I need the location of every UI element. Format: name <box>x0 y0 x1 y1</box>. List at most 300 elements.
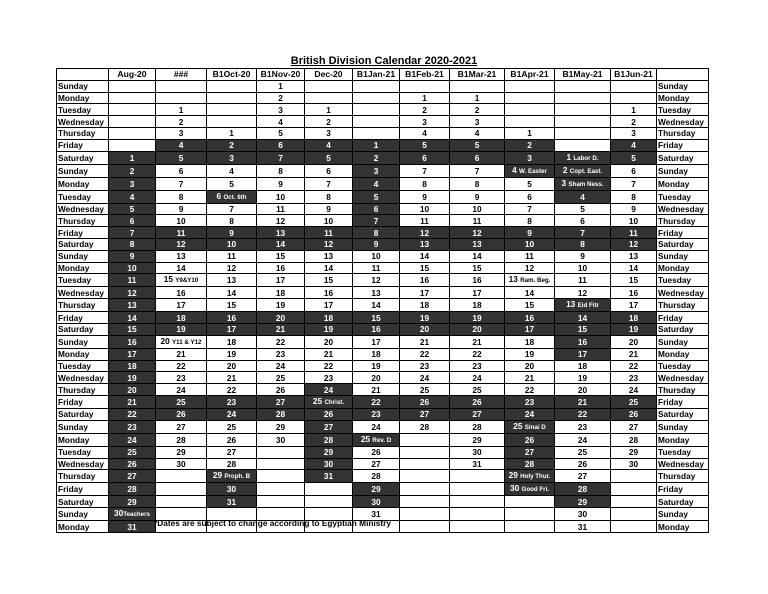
day-cell: 3 <box>400 116 450 128</box>
holiday-cell: 7 <box>257 151 305 164</box>
holiday-cell: 12 <box>450 227 505 239</box>
day-label-left: Sunday <box>57 420 109 433</box>
day-label-right: Sunday <box>657 80 709 92</box>
day-cell: 16 <box>611 287 657 299</box>
header-row <box>57 69 709 81</box>
day-cell: 15 <box>257 250 305 262</box>
day-cell <box>611 470 657 483</box>
day-label-left: Sunday <box>57 250 109 262</box>
day-label-right: Saturday <box>657 151 709 164</box>
day-cell: 17 <box>305 299 353 312</box>
holiday-cell: 29 <box>555 496 611 508</box>
table-row <box>57 151 709 164</box>
day-cell: 22 <box>505 384 555 396</box>
day-cell: 7 <box>505 203 555 215</box>
day-cell: 17 <box>611 299 657 312</box>
day-cell: 22 <box>305 360 353 372</box>
day-cell <box>505 496 555 508</box>
table-row <box>57 287 709 299</box>
day-cell: 11 <box>400 215 450 227</box>
holiday-cell: 26 <box>505 433 555 446</box>
day-label-left: Tuesday <box>57 190 109 203</box>
day-cell: 10 <box>400 203 450 215</box>
day-cell <box>400 458 450 470</box>
day-cell <box>400 80 450 92</box>
table-row <box>57 372 709 384</box>
cell-annotation: Rev. D <box>372 436 392 444</box>
day-cell: 16 <box>305 287 353 299</box>
day-cell: 15 <box>305 274 353 287</box>
table-row <box>57 203 709 215</box>
holiday-cell: 6 <box>450 151 505 164</box>
day-cell: 31 <box>555 521 611 533</box>
table-row <box>57 299 709 312</box>
day-cell: 28 <box>450 420 505 433</box>
day-cell: 17 <box>156 299 207 312</box>
day-cell: 1 <box>257 80 305 92</box>
holiday-cell: 7 <box>555 227 611 239</box>
day-cell: 16 <box>156 287 207 299</box>
day-cell <box>305 80 353 92</box>
day-cell: 22 <box>611 360 657 372</box>
holiday-cell: 20 <box>257 312 305 324</box>
day-cell <box>400 496 450 508</box>
table-row <box>57 433 709 446</box>
day-cell: 22 <box>156 360 207 372</box>
cell-annotation: Good Fri. <box>521 486 550 494</box>
column-header: ### <box>156 69 207 81</box>
holiday-cell: 21 <box>109 395 156 408</box>
column-header: B1Mar-21 <box>450 69 505 81</box>
holiday-cell: 13 <box>400 238 450 250</box>
header-blank-left <box>57 69 109 81</box>
holiday-cell: 3 <box>505 151 555 164</box>
day-cell: 11 <box>450 215 505 227</box>
holiday-cell: 29 Proph. B <box>207 470 257 483</box>
holiday-cell: 1 <box>109 151 156 164</box>
day-cell: 11 <box>505 250 555 262</box>
day-cell: 26 <box>555 458 611 470</box>
holiday-cell: 28 <box>305 433 353 446</box>
day-cell: 14 <box>505 287 555 299</box>
day-cell: 3 <box>305 127 353 139</box>
day-cell: 11 <box>555 274 611 287</box>
cell-annotation: Y9&Y10 <box>175 277 199 285</box>
day-cell: 14 <box>353 299 400 312</box>
day-cell: 14 <box>400 250 450 262</box>
cell-annotation: Y11 & Y12 <box>172 338 202 346</box>
column-header: B1Jan-21 <box>353 69 400 81</box>
day-cell: 9 <box>555 250 611 262</box>
holiday-cell: 26 <box>109 458 156 470</box>
day-cell: 1 <box>305 104 353 116</box>
day-cell: 24 <box>555 433 611 446</box>
day-cell <box>555 127 611 139</box>
holiday-cell: 28 <box>257 408 305 420</box>
day-cell <box>611 80 657 92</box>
day-cell: 24 <box>400 372 450 384</box>
holiday-cell: 19 <box>611 323 657 335</box>
day-cell: 5 <box>207 177 257 190</box>
day-cell: 9 <box>450 190 505 203</box>
day-label-right: Sunday <box>657 420 709 433</box>
holiday-cell: 16 <box>505 312 555 324</box>
day-cell: 1 <box>207 127 257 139</box>
footnote: *Dates are subject to change according to Egyptian Ministry <box>154 518 391 528</box>
day-cell: 11 <box>353 262 400 274</box>
day-label-right: Tuesday <box>657 274 709 287</box>
day-cell <box>305 483 353 496</box>
day-cell <box>611 508 657 521</box>
day-cell: 5 <box>555 203 611 215</box>
day-cell: 13 <box>156 250 207 262</box>
day-label-right: Friday <box>657 395 709 408</box>
column-header: B1Apr-21 <box>505 69 555 81</box>
day-cell: 17 <box>257 274 305 287</box>
day-label-left: Saturday <box>57 151 109 164</box>
day-cell: 8 <box>400 177 450 190</box>
table-row <box>57 496 709 508</box>
day-cell: 18 <box>555 360 611 372</box>
holiday-cell: 4 <box>305 139 353 151</box>
day-cell: 2 <box>305 116 353 128</box>
day-cell <box>400 508 450 521</box>
table-row <box>57 408 709 420</box>
day-cell: 8 <box>257 164 305 177</box>
column-header: Aug-20 <box>109 69 156 81</box>
day-label-right: Thursday <box>657 299 709 312</box>
day-cell <box>156 80 207 92</box>
day-cell: 16 <box>400 274 450 287</box>
holiday-cell: 4 <box>156 139 207 151</box>
holiday-cell: 19 <box>156 323 207 335</box>
day-cell <box>400 433 450 446</box>
holiday-cell: 16 <box>353 323 400 335</box>
day-cell: 4 <box>207 164 257 177</box>
holiday-cell: 26 <box>400 395 450 408</box>
holiday-cell: 13 Eid Fitr <box>555 299 611 312</box>
holiday-cell: 12 <box>156 238 207 250</box>
day-cell <box>257 496 305 508</box>
day-cell: 20 <box>353 372 400 384</box>
day-cell <box>156 92 207 104</box>
table-row <box>57 323 709 335</box>
day-cell: 5 <box>257 127 305 139</box>
column-header: B1Jun-21 <box>611 69 657 81</box>
day-cell: 4 <box>400 127 450 139</box>
holiday-cell: 3 <box>207 151 257 164</box>
table-row <box>57 395 709 408</box>
cell-annotation: Proph. B <box>224 473 251 481</box>
day-cell: 29 <box>611 446 657 458</box>
day-cell <box>109 104 156 116</box>
holiday-cell: 27 <box>257 395 305 408</box>
holiday-cell: 23 <box>505 395 555 408</box>
holiday-cell: 6 <box>109 215 156 227</box>
holiday-cell: 19 <box>450 312 505 324</box>
day-cell: 8 <box>305 190 353 203</box>
holiday-cell: 14 <box>555 312 611 324</box>
holiday-cell: 21 <box>257 323 305 335</box>
day-cell <box>450 483 505 496</box>
table-row <box>57 483 709 496</box>
day-cell: 28 <box>156 433 207 446</box>
day-cell: 3 <box>257 104 305 116</box>
holiday-cell: 4 W. Easter <box>505 164 555 177</box>
holiday-cell: 6 Oct. 6th <box>207 190 257 203</box>
page-title: British Division Calendar 2020-2021 <box>290 55 478 67</box>
day-cell: 21 <box>450 335 505 348</box>
holiday-cell: 19 <box>109 372 156 384</box>
day-cell: 20 Y11 & Y12 <box>156 335 207 348</box>
day-cell: 16 <box>257 262 305 274</box>
day-cell: 2 <box>400 104 450 116</box>
day-cell: 23 <box>555 420 611 433</box>
day-cell: 30 <box>555 508 611 521</box>
holiday-cell: 28 <box>505 458 555 470</box>
holiday-cell: 24 <box>505 408 555 420</box>
day-label-right: Tuesday <box>657 360 709 372</box>
day-cell: 12 <box>555 287 611 299</box>
day-cell <box>611 521 657 533</box>
day-label-left: Saturday <box>57 238 109 250</box>
day-label-left: Thursday <box>57 470 109 483</box>
day-cell: 29 <box>257 420 305 433</box>
day-cell <box>450 521 505 533</box>
day-cell <box>505 521 555 533</box>
day-label-right: Thursday <box>657 470 709 483</box>
day-cell <box>611 496 657 508</box>
cell-annotation: Christ. <box>324 398 345 406</box>
holiday-cell: 5 <box>611 151 657 164</box>
day-cell: 25 <box>400 384 450 396</box>
day-cell: 3 <box>450 116 505 128</box>
day-label-right: Monday <box>657 262 709 274</box>
day-cell: 24 <box>156 384 207 396</box>
holiday-cell: 18 <box>156 312 207 324</box>
cell-annotation: Sinai D <box>524 423 546 431</box>
day-cell <box>257 458 305 470</box>
holiday-cell: 31 <box>305 470 353 483</box>
holiday-cell: 2 <box>353 151 400 164</box>
day-cell: 28 <box>353 470 400 483</box>
holiday-cell: 17 <box>555 348 611 360</box>
holiday-cell: 6 <box>400 151 450 164</box>
holiday-cell: 5 <box>156 151 207 164</box>
day-cell <box>109 92 156 104</box>
table-row <box>57 420 709 433</box>
holiday-cell: 26 <box>611 408 657 420</box>
day-cell: 8 <box>156 190 207 203</box>
day-cell <box>257 470 305 483</box>
holiday-cell: 25 Christ. <box>305 395 353 408</box>
day-cell <box>109 127 156 139</box>
day-label-right: Sunday <box>657 250 709 262</box>
day-label-right: Saturday <box>657 323 709 335</box>
day-cell: 25 <box>257 372 305 384</box>
table-row <box>57 360 709 372</box>
day-label-right: Friday <box>657 227 709 239</box>
day-cell <box>505 92 555 104</box>
day-cell <box>611 483 657 496</box>
day-cell: 28 <box>400 420 450 433</box>
day-label-right: Sunday <box>657 508 709 521</box>
table-row <box>57 92 709 104</box>
day-cell: 11 <box>207 250 257 262</box>
holiday-cell: 29 Holy Thur. <box>505 470 555 483</box>
day-cell: 31 <box>450 458 505 470</box>
day-cell: 22 <box>207 384 257 396</box>
holiday-cell: 12 <box>400 227 450 239</box>
day-cell: 27 <box>207 446 257 458</box>
holiday-cell: 8 <box>555 238 611 250</box>
holiday-cell: 23 <box>109 420 156 433</box>
day-cell <box>207 116 257 128</box>
day-label-right: Tuesday <box>657 446 709 458</box>
holiday-cell: 8 <box>109 238 156 250</box>
holiday-cell: 5 <box>450 139 505 151</box>
day-cell: 15 <box>207 299 257 312</box>
day-cell: 21 <box>353 384 400 396</box>
holiday-cell: 3 Sham Ness. <box>555 177 611 190</box>
day-cell: 18 <box>505 335 555 348</box>
day-label-left: Thursday <box>57 299 109 312</box>
day-cell: 12 <box>257 215 305 227</box>
table-row <box>57 80 709 92</box>
holiday-cell: 25 <box>611 395 657 408</box>
day-cell: 7 <box>156 177 207 190</box>
day-cell: 24 <box>450 372 505 384</box>
day-cell: 7 <box>305 177 353 190</box>
day-cell: 1 <box>156 104 207 116</box>
holiday-cell: 28 <box>109 483 156 496</box>
day-label-right: Thursday <box>657 127 709 139</box>
day-cell: 25 <box>207 420 257 433</box>
day-cell: 15 <box>400 262 450 274</box>
holiday-cell: 5 <box>109 203 156 215</box>
day-cell: 19 <box>353 360 400 372</box>
holiday-cell: 13 <box>257 227 305 239</box>
day-cell: 14 <box>207 287 257 299</box>
holiday-cell: 10 <box>109 262 156 274</box>
day-cell: 13 <box>611 250 657 262</box>
day-cell: 24 <box>257 360 305 372</box>
day-cell <box>257 483 305 496</box>
day-cell: 7 <box>400 164 450 177</box>
day-cell: 9 <box>400 190 450 203</box>
day-label-left: Wednesday <box>57 287 109 299</box>
day-label-right: Friday <box>657 312 709 324</box>
day-cell: 15 <box>450 262 505 274</box>
holiday-cell: 25 <box>156 395 207 408</box>
day-cell <box>555 104 611 116</box>
day-label-left: Tuesday <box>57 104 109 116</box>
holiday-cell: 4 <box>109 190 156 203</box>
day-label-left: Monday <box>57 433 109 446</box>
holiday-cell: 6 <box>353 203 400 215</box>
day-cell: 10 <box>305 215 353 227</box>
day-label-left: Wednesday <box>57 372 109 384</box>
holiday-cell: 27 <box>450 408 505 420</box>
holiday-cell: 27 <box>505 446 555 458</box>
day-cell: 2 <box>156 116 207 128</box>
holiday-cell: 30 Good Fri. <box>505 483 555 496</box>
day-cell: 4 <box>257 116 305 128</box>
day-label-left: Friday <box>57 312 109 324</box>
day-label-right: Monday <box>657 521 709 533</box>
column-header: B1Nov-20 <box>257 69 305 81</box>
day-cell <box>156 483 207 496</box>
day-cell <box>353 80 400 92</box>
holiday-cell: 27 <box>305 420 353 433</box>
day-cell <box>505 104 555 116</box>
day-cell: 8 <box>450 177 505 190</box>
day-cell: 12 <box>505 262 555 274</box>
day-cell: 6 <box>611 164 657 177</box>
holiday-cell: 2 Copt. East. <box>555 164 611 177</box>
day-cell: 24 <box>353 420 400 433</box>
day-cell: 31 <box>353 508 400 521</box>
day-cell <box>156 470 207 483</box>
holiday-cell: 25 Rev. D <box>353 433 400 446</box>
day-label-left: Friday <box>57 139 109 151</box>
day-cell <box>505 116 555 128</box>
day-cell: 19 <box>207 348 257 360</box>
day-cell: 2 <box>450 104 505 116</box>
day-cell: 20 <box>505 360 555 372</box>
day-cell: 1 <box>450 92 505 104</box>
calendar-table <box>56 68 709 533</box>
day-cell: 1 <box>505 127 555 139</box>
day-cell: 1 <box>400 92 450 104</box>
day-cell: 7 <box>207 203 257 215</box>
day-cell: 29 <box>450 433 505 446</box>
holiday-cell: 11 <box>305 227 353 239</box>
holiday-cell: 7 <box>109 227 156 239</box>
day-label-right: Saturday <box>657 408 709 420</box>
day-label-left: Monday <box>57 262 109 274</box>
day-cell: 13 <box>305 250 353 262</box>
day-cell: 5 <box>505 177 555 190</box>
holiday-cell: 2 <box>505 139 555 151</box>
holiday-cell: 12 <box>611 238 657 250</box>
day-label-left: Thursday <box>57 215 109 227</box>
day-cell <box>109 139 156 151</box>
day-cell: 22 <box>257 335 305 348</box>
day-cell <box>555 116 611 128</box>
day-cell: 20 <box>207 360 257 372</box>
day-cell: 11 <box>257 203 305 215</box>
day-cell: 8 <box>505 215 555 227</box>
day-cell: 18 <box>353 348 400 360</box>
day-cell: 23 <box>400 360 450 372</box>
day-cell: 30 <box>156 458 207 470</box>
day-cell: 3 <box>611 127 657 139</box>
day-cell: 26 <box>257 384 305 396</box>
day-cell <box>555 80 611 92</box>
day-cell: 27 <box>353 458 400 470</box>
column-header: Dec-20 <box>305 69 353 81</box>
day-label-left: Sunday <box>57 80 109 92</box>
day-label-left: Tuesday <box>57 360 109 372</box>
holiday-cell: 5 <box>400 139 450 151</box>
holiday-cell: 23 <box>353 408 400 420</box>
holiday-cell: 24 <box>305 384 353 396</box>
holiday-cell: 9 <box>505 227 555 239</box>
day-cell: 18 <box>450 299 505 312</box>
day-cell: 23 <box>305 372 353 384</box>
day-cell: 29 <box>156 446 207 458</box>
